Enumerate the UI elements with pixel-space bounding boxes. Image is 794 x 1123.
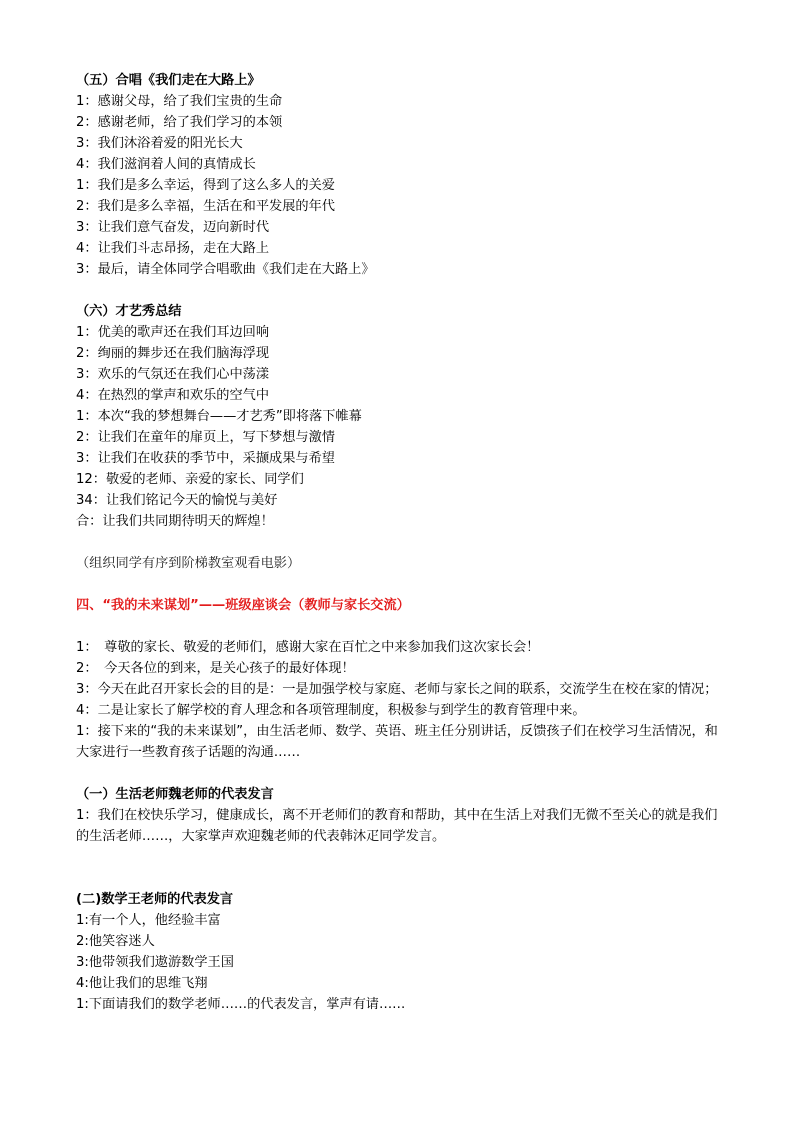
sub-2-line: 2:他笑容迷人 — [76, 934, 155, 949]
part-4-line: 1：接下来的“我的未来谋划”，由生活老师、数学、英语、班主任分别讲话，反馈孩子们在校学习生活情况，和大家进行一些教育孩子话题的沟通…… — [76, 724, 718, 760]
section-6-line: 3：让我们在收获的季节中，采撷成果与希望 — [76, 451, 335, 466]
spacer — [76, 847, 726, 868]
section-6-line: 1：优美的歌声还在我们耳边回响 — [76, 325, 270, 340]
section-6-line: 2：让我们在童年的扉页上，写下梦想与激情 — [76, 430, 335, 445]
section-6-line: 1：本次“我的梦想舞台——才艺秀”即将落下帷幕 — [76, 409, 362, 424]
part-4-line: 3：今天在此召开家长会的目的是：一是加强学校与家庭、老师与家长之间的联系，交流学生在校在家的情况； — [76, 682, 718, 697]
section-6-title: （六）才艺秀总结 — [76, 304, 182, 319]
section-5-line: 3：让我们意气奋发，迈向新时代 — [76, 220, 270, 235]
document-page — [76, 70, 726, 1015]
section-5-line: 3：最后，请全体同学合唱歌曲《我们走在大路上》 — [76, 262, 375, 277]
sub-2-line: 3:他带领我们遨游数学王国 — [76, 955, 234, 970]
section-5-line: 2：我们是多么幸福，生活在和平发展的年代 — [76, 199, 335, 214]
section-5-title: （五）合唱《我们走在大路上》 — [76, 73, 261, 88]
sub-1-line: 1：我们在校快乐学习，健康成长，离不开老师们的教育和帮助，其中在生活上对我们无微不至关心的就是我们的生活老师……，大家掌声欢迎魏老师的代表韩沐疋同学发言。 — [76, 808, 718, 844]
section-6-line: 2：绚丽的舞步还在我们脑海浮现 — [76, 346, 270, 361]
section-6-line: 4：在热烈的掌声和欢乐的空气中 — [76, 388, 270, 403]
spacer — [76, 532, 726, 553]
section-6-line: 34：让我们铭记今天的愉悦与美好 — [76, 493, 278, 508]
part-4-line: 4：二是让家长了解学校的育人理念和各项管理制度，积极参与到学生的教育管理中来。 — [76, 703, 586, 718]
sub-2-line: 1:下面请我们的数学老师……的代表发言，掌声有请…… — [76, 997, 406, 1012]
spacer — [76, 868, 726, 889]
section-6-line: 3：欢乐的气氛还在我们心中荡漾 — [76, 367, 270, 382]
part-4-title: 四、“我的未来谋划”——班级座谈会（教师与家长交流） — [76, 598, 410, 613]
section-5-line: 3：我们沐浴着爱的阳光长大 — [76, 136, 243, 151]
section-5-line: 4：让我们斗志昂扬，走在大路上 — [76, 241, 270, 256]
sub-2-line: 1:有一个人，他经验丰富 — [76, 913, 221, 928]
section-5-line: 4：我们滋润着人间的真情成长 — [76, 157, 256, 172]
section-5-line: 2：感谢老师，给了我们学习的本领 — [76, 115, 283, 130]
sub-2-title: (二)数学王老师的代表发言 — [76, 892, 234, 907]
stage-direction-note: （组织同学有序到阶梯教室观看电影） — [76, 556, 301, 571]
spacer — [76, 763, 726, 784]
spacer — [76, 574, 726, 595]
sub-2-line: 4:他让我们的思维飞翔 — [76, 976, 208, 991]
part-4-line: 2： 今天各位的到来，是关心孩子的最好体现！ — [76, 661, 355, 676]
section-6-line: 12：敬爱的老师、亲爱的家长、同学们 — [76, 472, 304, 487]
spacer — [76, 616, 726, 637]
section-6-line: 合：让我们共同期待明天的辉煌！ — [76, 514, 274, 529]
sub-1-title: （一）生活老师魏老师的代表发言 — [76, 787, 274, 802]
spacer — [76, 280, 726, 301]
section-5-line: 1：感谢父母，给了我们宝贵的生命 — [76, 94, 283, 109]
section-5-line: 1：我们是多么幸运，得到了这么多人的关爱 — [76, 178, 335, 193]
part-4-line: 1： 尊敬的家长、敬爱的老师们，感谢大家在百忙之中来参加我们这次家长会！ — [76, 640, 540, 655]
